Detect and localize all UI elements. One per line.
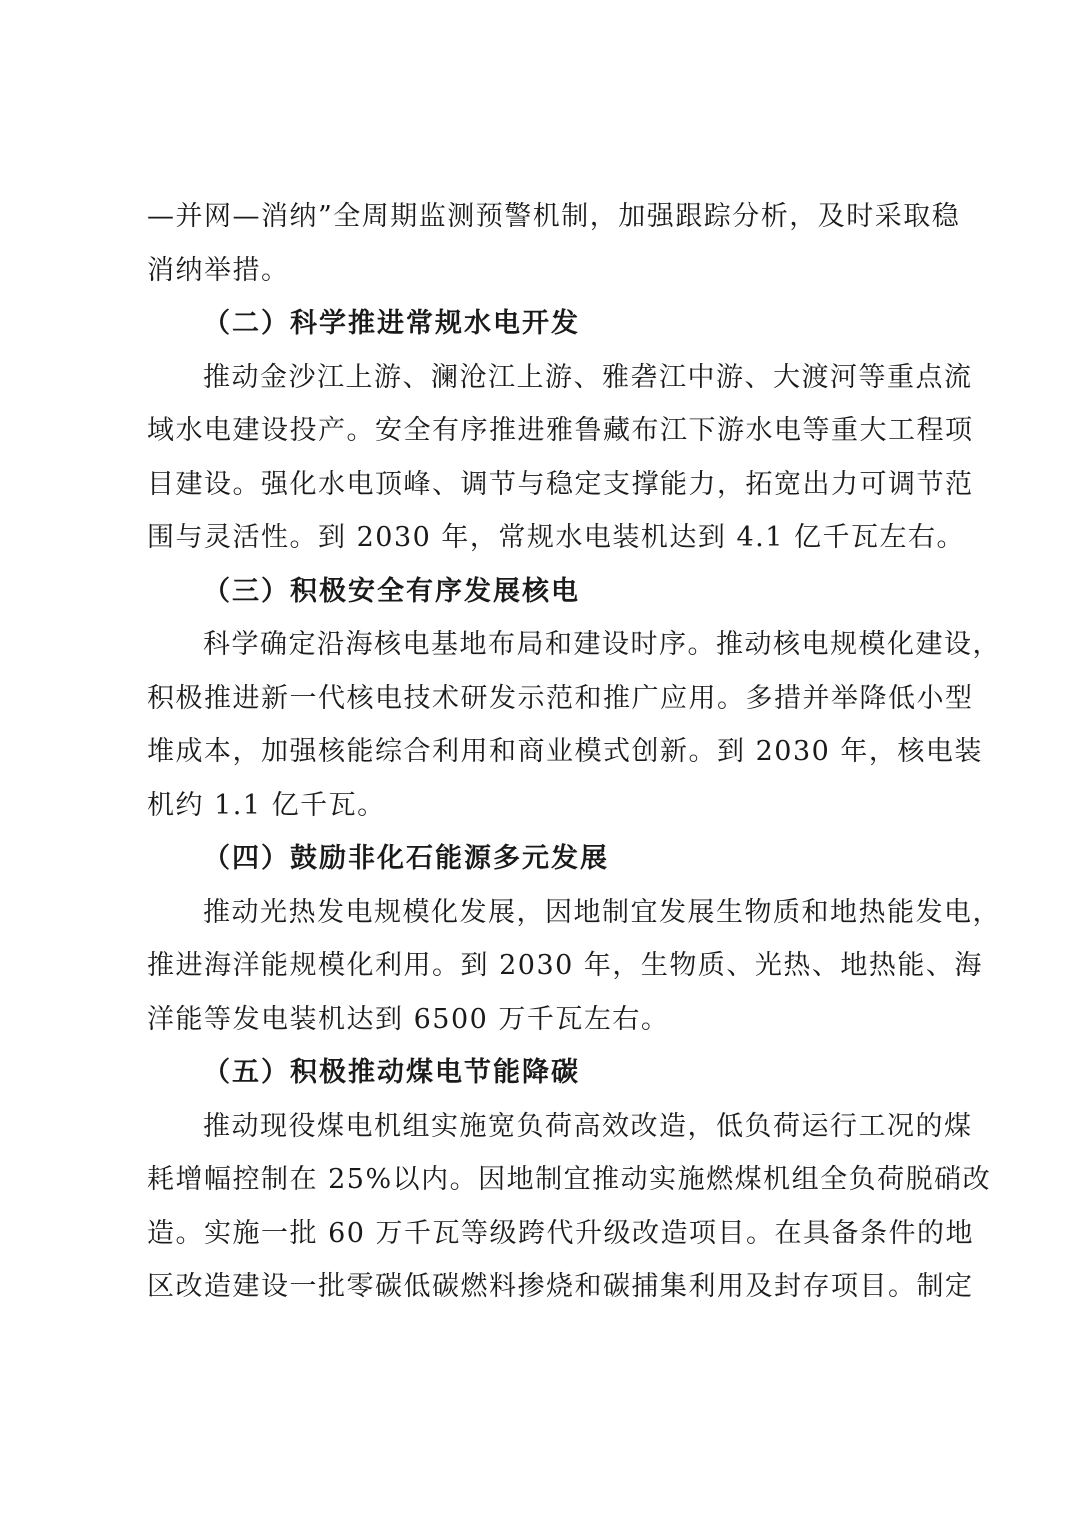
paragraph-line: 堆成本，加强核能综合利用和商业模式创新。到 2030 年，核电装 <box>147 736 983 767</box>
paragraph-line: 区改造建设一批零碳低碳燃料掺烧和碳捕集利用及封存项目。制定 <box>147 1271 974 1302</box>
paragraph-line: 推进海洋能规模化利用。到 2030 年，生物质、光热、地热能、海 <box>147 950 983 981</box>
paragraph-line: 围与灵活性。到 2030 年，常规水电装机达到 4.1 亿千瓦左右。 <box>147 522 965 553</box>
paragraph-line: 机约 1.1 亿千瓦。 <box>147 789 386 821</box>
paragraph-line: 科学确定沿海核电基地布局和建设时序。推动核电规模化建设， <box>203 629 1001 660</box>
paragraph-line: 目建设。强化水电顶峰、调节与稳定支撑能力，拓宽出力可调节范 <box>147 468 974 500</box>
paragraph-line: 域水电建设投产。安全有序推进雅鲁藏布江下游水电等重大工程项 <box>147 415 974 446</box>
paragraph-line: 耗增幅控制在 25%以内。因地制宜推动实施燃煤机组全负荷脱硝改 <box>147 1164 992 1195</box>
document-body <box>147 190 1001 1314</box>
paragraph-line: 推动金沙江上游、澜沧江上游、雅砻江中游、大渡河等重点流 <box>203 361 973 393</box>
section-heading: （四）鼓励非化石能源多元发展 <box>203 843 609 874</box>
paragraph-line: 推动光热发电规模化发展，因地制宜发展生物质和地热能发电， <box>203 896 1001 928</box>
section-heading: （五）积极推动煤电节能降碳 <box>203 1057 580 1088</box>
paragraph-line: 积极推进新一代核电技术研发示范和推广应用。多措并举降低小型 <box>147 682 974 714</box>
section-heading: （三）积极安全有序发展核电 <box>203 575 580 607</box>
section-heading: （二）科学推进常规水电开发 <box>203 308 580 339</box>
paragraph-line: 造。实施一批 60 万千瓦等级跨代升级改造项目。在具备条件的地 <box>147 1217 975 1249</box>
paragraph-line: 推动现役煤电机组实施宽负荷高效改造，低负荷运行工况的煤 <box>203 1110 973 1142</box>
paragraph-line: —并网—消纳”全周期监测预警机制，加强跟踪分析，及时采取稳 <box>147 201 961 232</box>
paragraph-line: 消纳举措。 <box>147 254 290 286</box>
paragraph-line: 洋能等发电装机达到 6500 万千瓦左右。 <box>147 1003 670 1035</box>
